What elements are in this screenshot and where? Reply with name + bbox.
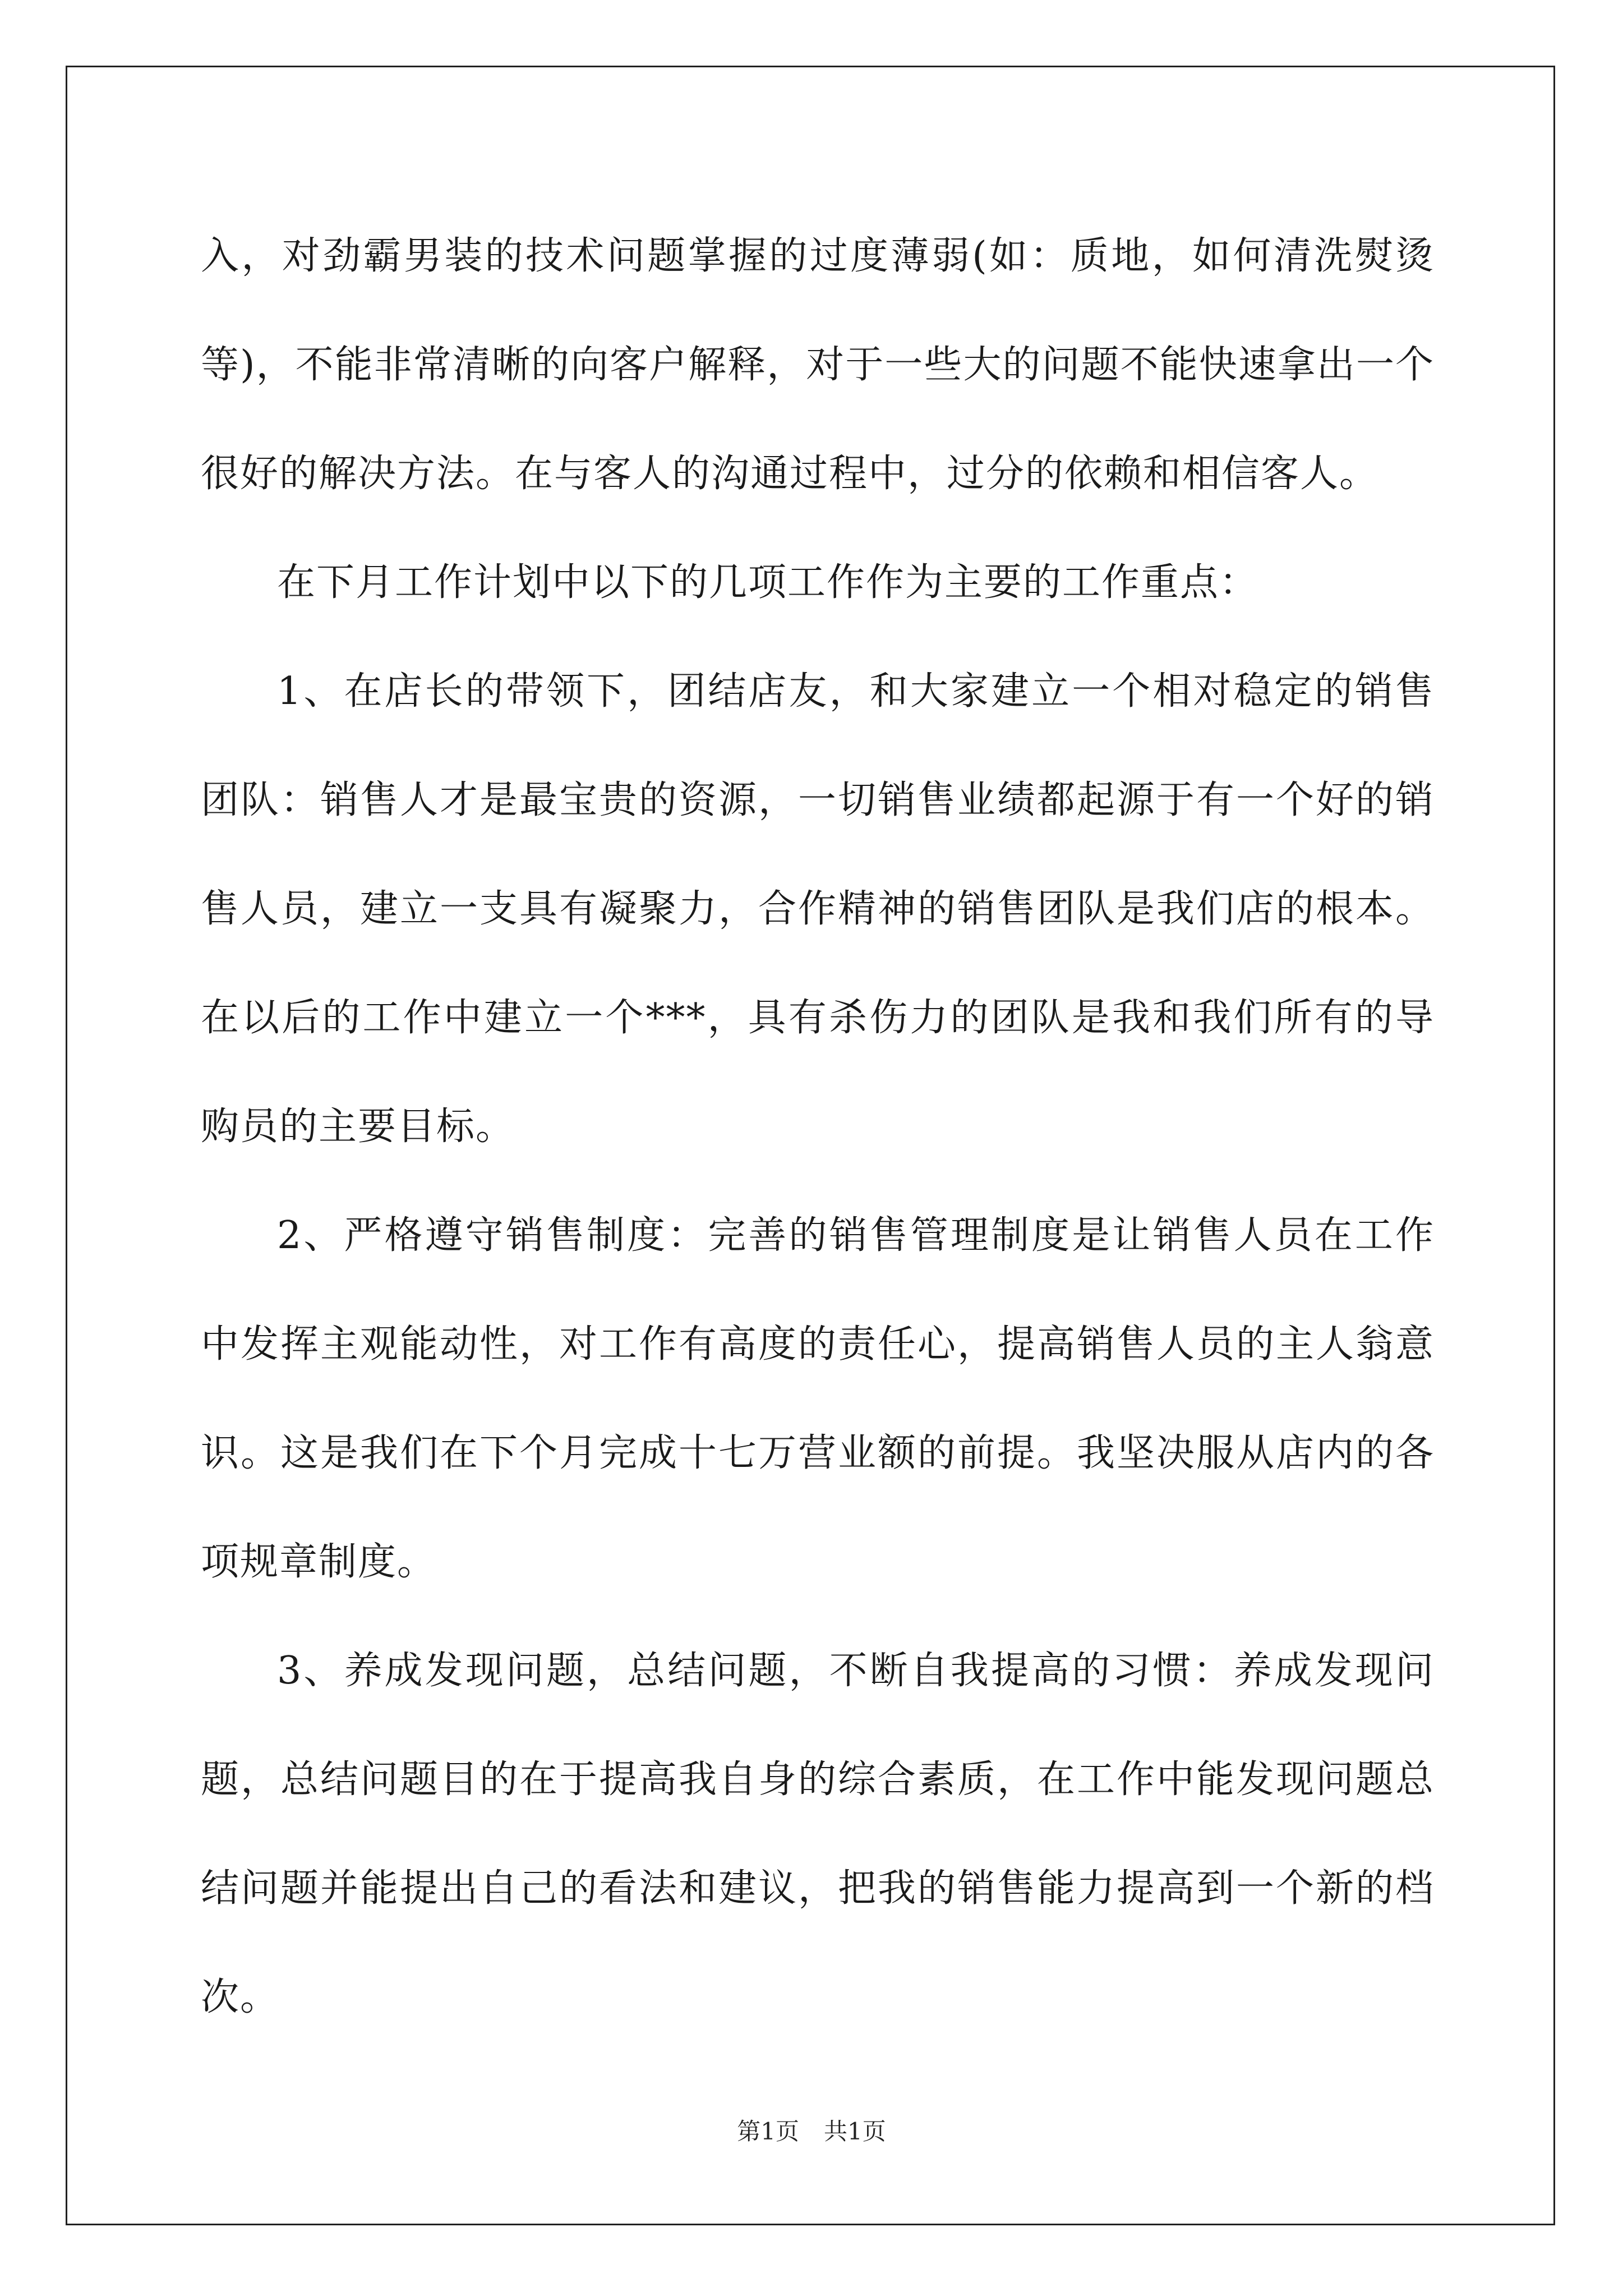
paragraph-plan-intro: 在下月工作计划中以下的几项工作作为主要的工作重点： bbox=[277, 560, 1259, 605]
page-footer bbox=[0, 2115, 1623, 2148]
paragraph-item-1: 1、在店长的带领下，团结店友，和大家建立一个相对稳定的销售团队：销售人才是最宝贵的资源，一切销售业绩都起源于有一个好的销售人员，建立一支具有凝聚力，合作精神的销售团队是我们店的根本。在以后的工作中建立一个***，具有杀伤力的团队是我和我们所有的导购员的主要目标。 bbox=[201, 669, 1435, 1149]
page-total: 共1页 bbox=[824, 2118, 886, 2145]
page-number: 第1页 bbox=[737, 2118, 799, 2145]
paragraph-continuation: 入，对劲霸男装的技术问题掌握的过度薄弱(如：质地，如何清洗熨烫等)，不能非常清晰的向客户解释，对于一些大的问题不能快速拿出一个很好的解决方法。在与客人的沟通过程中，过分的依赖和相信客人。 bbox=[201, 234, 1435, 496]
paragraph-item-3: 3、养成发现问题，总结问题，不断自我提高的习惯：养成发现问题，总结问题目的在于提高我自身的综合素质，在工作中能发现问题总结问题并能提出自己的看法和建议，把我的销售能力提高到一个新的档次。 bbox=[201, 1649, 1435, 2019]
document-body bbox=[201, 202, 1435, 2052]
paragraph-item-2: 2、严格遵守销售制度：完善的销售管理制度是让销售人员在工作中发挥主观能动性，对工作有高度的责任心，提高销售人员的主人翁意识。这是我们在下个月完成十七万营业额的前提。我坚决服从店内的各项规章制度。 bbox=[201, 1213, 1435, 1584]
